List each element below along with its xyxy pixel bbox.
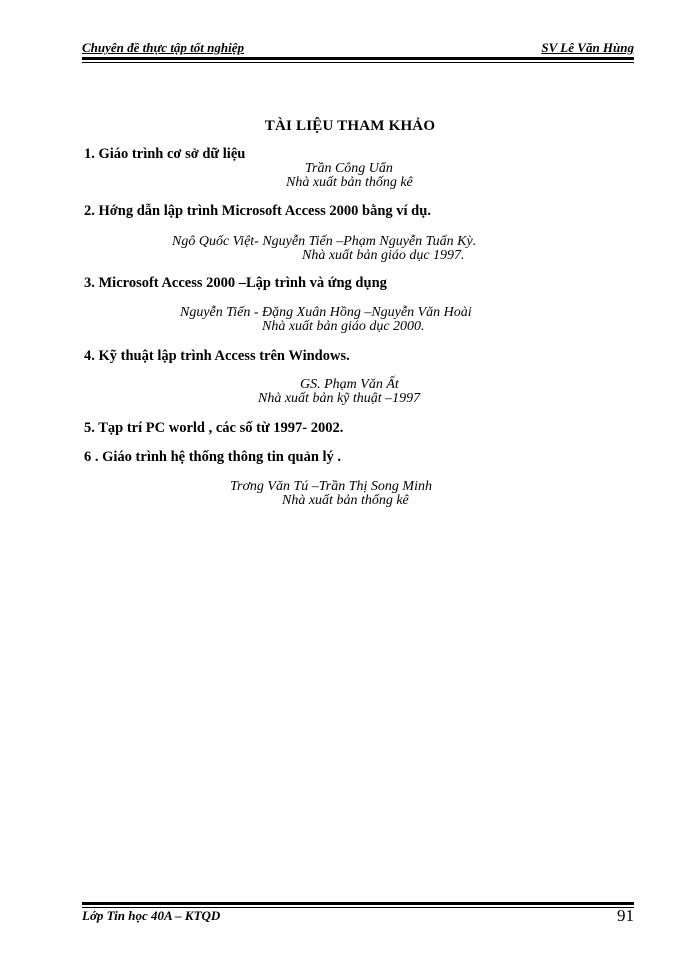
reference-heading-3: 3. Microsoft Access 2000 –Lập trình và ứng dụng: [84, 275, 387, 291]
footer-class-text: Lớp Tin học 40A – KTQD: [82, 908, 221, 923]
reference-3-publisher: Nhà xuất bản giáo dục 2000.: [262, 319, 425, 334]
header-right-text: SV Lê Văn Hùng: [541, 40, 634, 55]
header-rule-thin: [82, 62, 634, 63]
page-header: [82, 40, 634, 58]
reference-3-authors: Nguyễn Tiến - Đặng Xuân Hồng –Nguyễn Văn Hoài: [180, 305, 472, 320]
reference-1-author: Trần Công Uẩn: [305, 161, 393, 176]
reference-heading-1: 1. Giáo trình cơ sở dữ liệu: [84, 146, 246, 162]
page-number: 91: [617, 906, 634, 925]
footer-rule-thick: [82, 902, 634, 905]
header-rule-thick: [82, 57, 634, 60]
reference-2-publisher: Nhà xuất bản giáo dục 1997.: [302, 248, 465, 263]
reference-4-publisher: Nhà xuất bản kỹ thuật –1997: [258, 391, 421, 406]
reference-4-author: GS. Phạm Văn Ất: [300, 377, 399, 392]
reference-1-publisher: Nhà xuất bản thống kê: [286, 175, 413, 190]
reference-heading-6: 6 . Giáo trình hệ thống thông tin quản lý .: [84, 449, 342, 465]
reference-6-publisher: Nhà xuất bản thống kê: [282, 493, 409, 508]
header-left-text: Chuyên đề thực tập tốt nghiệp: [82, 40, 244, 55]
reference-2-authors: Ngô Quốc Việt- Nguyễn Tiến –Phạm Nguyễn Tuấn Kỳ.: [172, 234, 477, 249]
reference-6-authors: Trơng Văn Tú –Trần Thị Song Minh: [230, 479, 432, 494]
page-title: TÀI LIỆU THAM KHẢO: [264, 118, 436, 134]
reference-heading-5: 5. Tạp trí PC world , các số từ 1997- 2002.: [84, 420, 344, 436]
reference-heading-2: 2. Hớng dẫn lập trình Microsoft Access 2000 bằng ví dụ.: [84, 203, 431, 219]
reference-heading-4: 4. Kỹ thuật lập trình Access trên Windows.: [84, 348, 350, 364]
